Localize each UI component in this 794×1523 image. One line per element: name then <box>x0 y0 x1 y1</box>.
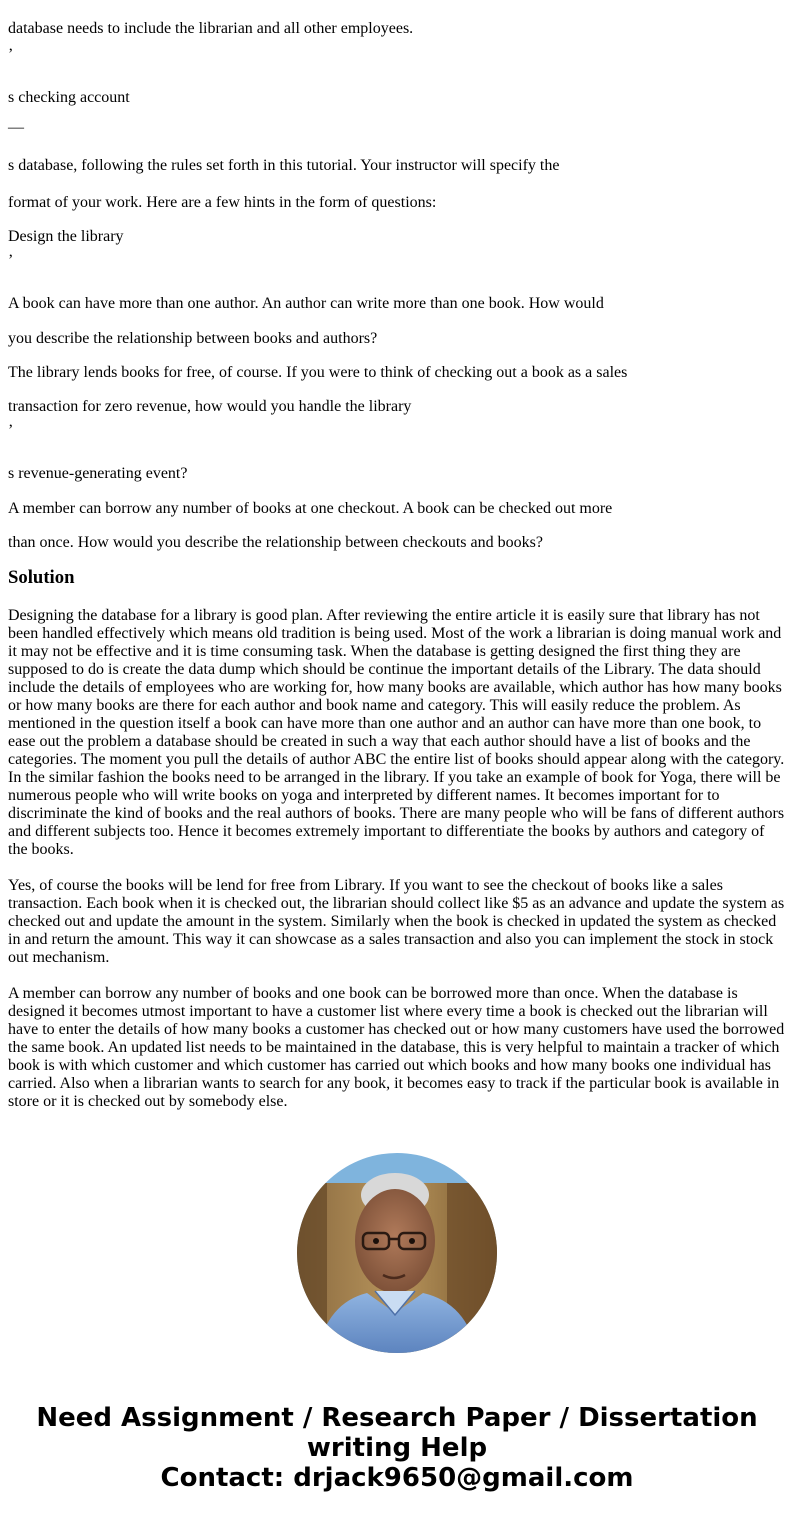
question-line: The library lends books for free, of course. If you were to think of checking out a book as a sales <box>8 364 628 381</box>
solution-heading: Solution <box>8 567 75 588</box>
question-line: Design the library <box>8 228 124 245</box>
solution-paragraph: Designing the database for a library is good plan. After reviewing the entire article it is easily sure that library has not been handled effectively which means old tradition is being used. Most of the work a librarian is doing manual work and it may not be effective and it is time consuming task. When the database is getting designed the first thing they are supposed to do is create the data dump which should be continue the important details of the Library. The data should include the details of employees who are working for, how many books are available, which author has how many books or how many books are there for each author and book name and category. This will easily reduce the problem. As mentioned in the question itself a book can have more than one author and an author can have more than one book, to ease out the problem a database should be created in such a way that each author should have a list of books and the categories. The moment you pull the details of author ABC the entire list of books should appear along with the category. In the similar fashion the books need to be arranged in the library. If you take an example of book for Yoga, there will be numerous people who will write books on yoga and interpreted by different names. It becomes important for to discriminate the kind of books and the real authors of books. There are many people who will be fans of different authors and different subjects too. Hence it becomes extremely important to differentiate the books by authors and category of the books. <box>8 607 785 858</box>
question-line: than once. How would you describe the relationship between checkouts and books? <box>8 534 543 551</box>
footer-line: writing Help <box>306 1433 488 1463</box>
question-line: ’ <box>8 252 14 269</box>
question-line: s revenue-generating event? <box>8 465 188 482</box>
solution-body <box>8 607 786 1129</box>
question-line: you describe the relationship between books and authors? <box>8 330 378 347</box>
solution-paragraph: A member can borrow any number of books and one book can be borrowed more than once. When the database is designed it becomes utmost important to have a customer list where every time a book is checked out the librarian will have to enter the details of how many books a customer has checked out or how many customers have used the borrowed the same book. An updated list needs to be maintained in the database, this is very helpful to maintain a tracker of which book is with which customer and which customer has carried out which books and how many books one individual has carried. Also when a librarian wants to search for any book, it becomes easy to track if the particular book is available in store or it is checked out by somebody else. <box>8 985 785 1110</box>
footer-line: Need Assignment / Research Paper / Dissertation <box>36 1403 758 1433</box>
question-line: ’ <box>8 422 14 439</box>
question-line: A member can borrow any number of books at one checkout. A book can be checked out more <box>8 500 613 517</box>
author-avatar <box>297 1153 497 1353</box>
question-line: s database, following the rules set forth in this tutorial. Your instructor will specify the <box>8 157 560 174</box>
question-line: A book can have more than one author. An author can write more than one book. How would <box>8 295 604 312</box>
footer-contact: Contact: drjack9650@gmail.com <box>160 1463 634 1493</box>
author-portrait-image <box>297 1153 497 1353</box>
question-line: — <box>8 119 24 136</box>
solution-paragraph: Yes, of course the books will be lend for free from Library. If you want to see the checkout of books like a sales transaction. Each book when it is checked out, the librarian should collect like $5 as an advance and update the system as checked out and update the amount in the system. Similarly when the book is checked in updated the system as checked in and return the amount. This way it can showcase as a sales transaction and also you can implement the stock in stock out mechanism. <box>8 877 785 966</box>
question-line: transaction for zero revenue, how would you handle the library <box>8 398 412 415</box>
question-line: ’ <box>8 46 14 63</box>
question-line: format of your work. Here are a few hints in the form of questions: <box>8 194 437 211</box>
question-line: database needs to include the librarian and all other employees. <box>8 20 414 37</box>
question-line: s checking account <box>8 89 130 106</box>
question-text <box>8 0 786 549</box>
contact-footer <box>0 1403 794 1493</box>
